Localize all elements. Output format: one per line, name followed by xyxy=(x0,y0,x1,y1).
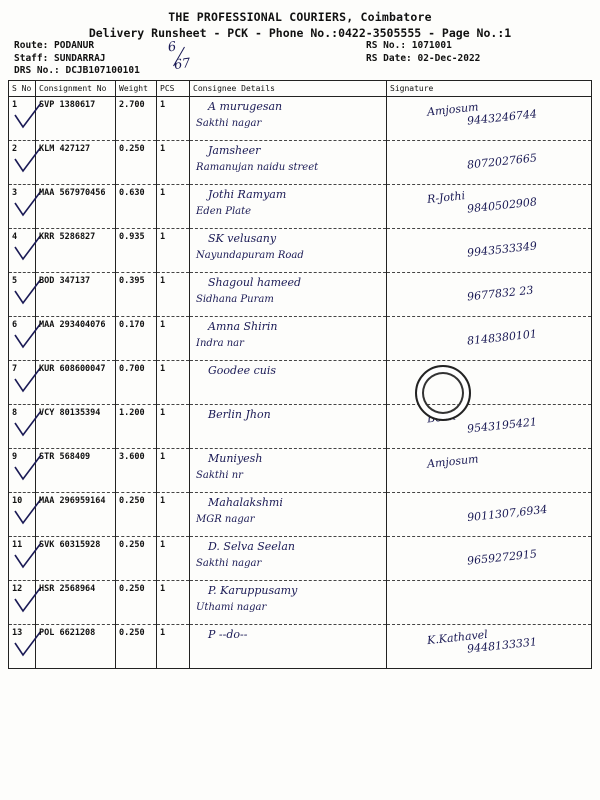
consignee-name: Muniyesh xyxy=(208,452,263,465)
table-row xyxy=(9,405,592,449)
row-consignment: POL 6621208 xyxy=(36,625,116,669)
row-sno: 5 xyxy=(9,273,36,317)
row-sno: 12 xyxy=(9,581,36,625)
signature-text: Amjosum xyxy=(426,100,480,119)
signature-phone: 9659272915 xyxy=(466,547,538,568)
staff-label: Staff: SUNDARRAJ xyxy=(14,52,106,64)
row-consignment: MAA 293404076 xyxy=(36,317,116,361)
consignee-name: SK velusany xyxy=(208,232,277,245)
table-row xyxy=(9,361,592,405)
row-signature xyxy=(387,537,592,581)
row-signature xyxy=(387,493,592,537)
table-row xyxy=(9,141,592,185)
consignee-address: Sakthi nr xyxy=(196,470,243,481)
row-sno: 9 xyxy=(9,449,36,493)
table-row xyxy=(9,581,592,625)
row-consignee xyxy=(190,625,387,669)
consignee-name: Goodee cuis xyxy=(208,364,276,377)
row-sno: 8 xyxy=(9,405,36,449)
consignee-name: Amna Shirin xyxy=(208,320,278,333)
row-consignment: SVK 60315928 xyxy=(36,537,116,581)
route-staff-block xyxy=(14,40,140,78)
rs-number: RS No.: 1071001 xyxy=(366,40,452,51)
table-row xyxy=(9,537,592,581)
row-weight: 0.170 xyxy=(116,317,157,361)
col-weight: Weight xyxy=(116,81,157,97)
row-consignment: STR 568409 xyxy=(36,449,116,493)
row-consignee xyxy=(190,141,387,185)
consignee-address: Sakthi nagar xyxy=(196,118,262,129)
row-weight: 2.700 xyxy=(116,97,157,141)
row-signature xyxy=(387,405,592,449)
row-consignee xyxy=(190,317,387,361)
row-signature xyxy=(387,97,592,141)
row-sno: 11 xyxy=(9,537,36,581)
table-row xyxy=(9,625,592,669)
row-pcs: 1 xyxy=(157,229,190,273)
row-pcs: 1 xyxy=(157,273,190,317)
row-pcs: 1 xyxy=(157,449,190,493)
table-row xyxy=(9,97,592,141)
consignee-name: Mahalakshmi xyxy=(208,496,283,509)
consignee-name: A murugesan xyxy=(208,100,283,113)
signature-phone: 9543195421 xyxy=(466,415,538,436)
handwritten-page-ref-bottom: 67 xyxy=(173,55,192,74)
row-consignment: VCY 80135394 xyxy=(36,405,116,449)
row-weight: 0.250 xyxy=(116,537,157,581)
col-pcs: PCS xyxy=(157,81,190,97)
row-sno: 13 xyxy=(9,625,36,669)
consignee-name: Berlin Jhon xyxy=(208,408,271,421)
row-consignment: KUR 608600047 xyxy=(36,361,116,405)
row-weight: 0.395 xyxy=(116,273,157,317)
consignee-name: Jamsheer xyxy=(208,144,261,157)
row-sno: 1 xyxy=(9,97,36,141)
consignee-address: Sakthi nagar xyxy=(196,558,262,569)
signature-text: Bohn xyxy=(426,409,457,426)
consignee-name: P. Karuppusamy xyxy=(208,584,298,597)
row-consignment: BOD 347137 xyxy=(36,273,116,317)
row-signature xyxy=(387,273,592,317)
consignee-address: Sidhana Puram xyxy=(196,294,274,305)
row-pcs: 1 xyxy=(157,141,190,185)
signature-text: Amjosum xyxy=(426,452,480,471)
row-consignment: MAA 567970456 xyxy=(36,185,116,229)
rs-date: RS Date: 02-Dec-2022 xyxy=(366,52,481,64)
row-signature xyxy=(387,229,592,273)
table-header-row xyxy=(9,81,592,97)
row-weight: 0.630 xyxy=(116,185,157,229)
row-consignment: MAA 296959164 xyxy=(36,493,116,537)
row-consignee xyxy=(190,405,387,449)
row-signature xyxy=(387,317,592,361)
signature-phone: 9943533349 xyxy=(466,239,538,260)
table-row xyxy=(9,273,592,317)
row-signature xyxy=(387,581,592,625)
row-weight: 0.250 xyxy=(116,581,157,625)
col-sno: S No xyxy=(9,81,36,97)
consignee-name: Jothi Ramyam xyxy=(208,188,287,201)
row-weight: 0.935 xyxy=(116,229,157,273)
consignee-address: Indra nar xyxy=(196,338,244,349)
row-sno: 2 xyxy=(9,141,36,185)
row-consignee xyxy=(190,581,387,625)
signature-text: K.Kathavel xyxy=(426,627,489,648)
signature-phone: 9840502908 xyxy=(466,195,538,216)
runsheet-table xyxy=(8,80,592,669)
row-signature xyxy=(387,141,592,185)
row-consignee xyxy=(190,97,387,141)
row-weight: 0.250 xyxy=(116,625,157,669)
row-pcs: 1 xyxy=(157,405,190,449)
table-row xyxy=(9,229,592,273)
signature-phone: 9011307,6934 xyxy=(466,502,548,525)
row-weight: 0.700 xyxy=(116,361,157,405)
consignee-name: P --do-- xyxy=(208,628,248,641)
row-consignment: KLM 427127 xyxy=(36,141,116,185)
handwritten-page-ref-top: 6 xyxy=(166,39,178,56)
consignee-address: MGR nagar xyxy=(196,514,255,525)
col-consignment: Consignment No xyxy=(36,81,116,97)
signature-text: R-Jothi xyxy=(426,189,466,206)
route-label: Route: PODANUR xyxy=(14,40,95,51)
row-weight: 0.250 xyxy=(116,493,157,537)
row-sno: 6 xyxy=(9,317,36,361)
row-sno: 10 xyxy=(9,493,36,537)
row-pcs: 1 xyxy=(157,185,190,229)
consignee-address: Ramanujan naidu street xyxy=(196,162,319,173)
row-pcs: 1 xyxy=(157,625,190,669)
row-signature xyxy=(387,449,592,493)
signature-phone: 9677832 23 xyxy=(466,283,534,304)
row-signature xyxy=(387,185,592,229)
row-consignee xyxy=(190,273,387,317)
row-consignment: HSR 2568964 xyxy=(36,581,116,625)
row-consignee xyxy=(190,449,387,493)
row-weight: 3.600 xyxy=(116,449,157,493)
row-consignee xyxy=(190,493,387,537)
company-title: THE PROFESSIONAL COURIERS, Coimbatore xyxy=(168,10,432,24)
row-weight: 1.200 xyxy=(116,405,157,449)
row-sno: 3 xyxy=(9,185,36,229)
courier-round-stamp xyxy=(415,365,471,421)
row-weight: 0.250 xyxy=(116,141,157,185)
row-pcs: 1 xyxy=(157,581,190,625)
row-pcs: 1 xyxy=(157,97,190,141)
row-pcs: 1 xyxy=(157,493,190,537)
row-consignment: SVP 1380617 xyxy=(36,97,116,141)
signature-phone: 8072027665 xyxy=(466,151,538,172)
table-row xyxy=(9,317,592,361)
row-sno: 7 xyxy=(9,361,36,405)
table-row xyxy=(9,449,592,493)
table-row xyxy=(9,185,592,229)
row-consignee xyxy=(190,185,387,229)
drs-label: DRS No.: DCJB107100101 xyxy=(14,65,140,76)
row-consignee xyxy=(190,229,387,273)
consignee-name: Shagoul hameed xyxy=(208,276,302,289)
consignee-address: Eden Plate xyxy=(196,206,252,217)
consignee-address: Uthami nagar xyxy=(196,602,267,613)
signature-phone: 9448133331 xyxy=(466,635,538,656)
row-sno: 4 xyxy=(9,229,36,273)
col-consignee: Consignee Details xyxy=(190,81,387,97)
signature-phone: 9443246744 xyxy=(466,107,538,128)
table-row xyxy=(9,493,592,537)
rs-block xyxy=(366,40,480,65)
consignee-address: Nayundapuram Road xyxy=(196,250,304,261)
row-pcs: 1 xyxy=(157,361,190,405)
runsheet-subtitle: Delivery Runsheet - PCK - Phone No.:0422-3505555 - Page No.:1 xyxy=(88,26,512,40)
row-consignee xyxy=(190,361,387,405)
row-consignee xyxy=(190,537,387,581)
row-pcs: 1 xyxy=(157,317,190,361)
row-signature xyxy=(387,625,592,669)
consignee-name: D. Selva Seelan xyxy=(208,540,295,553)
row-consignment: KRR 5286827 xyxy=(36,229,116,273)
signature-phone: 8148380101 xyxy=(466,327,538,348)
col-signature: Signature xyxy=(387,81,592,97)
row-pcs: 1 xyxy=(157,537,190,581)
